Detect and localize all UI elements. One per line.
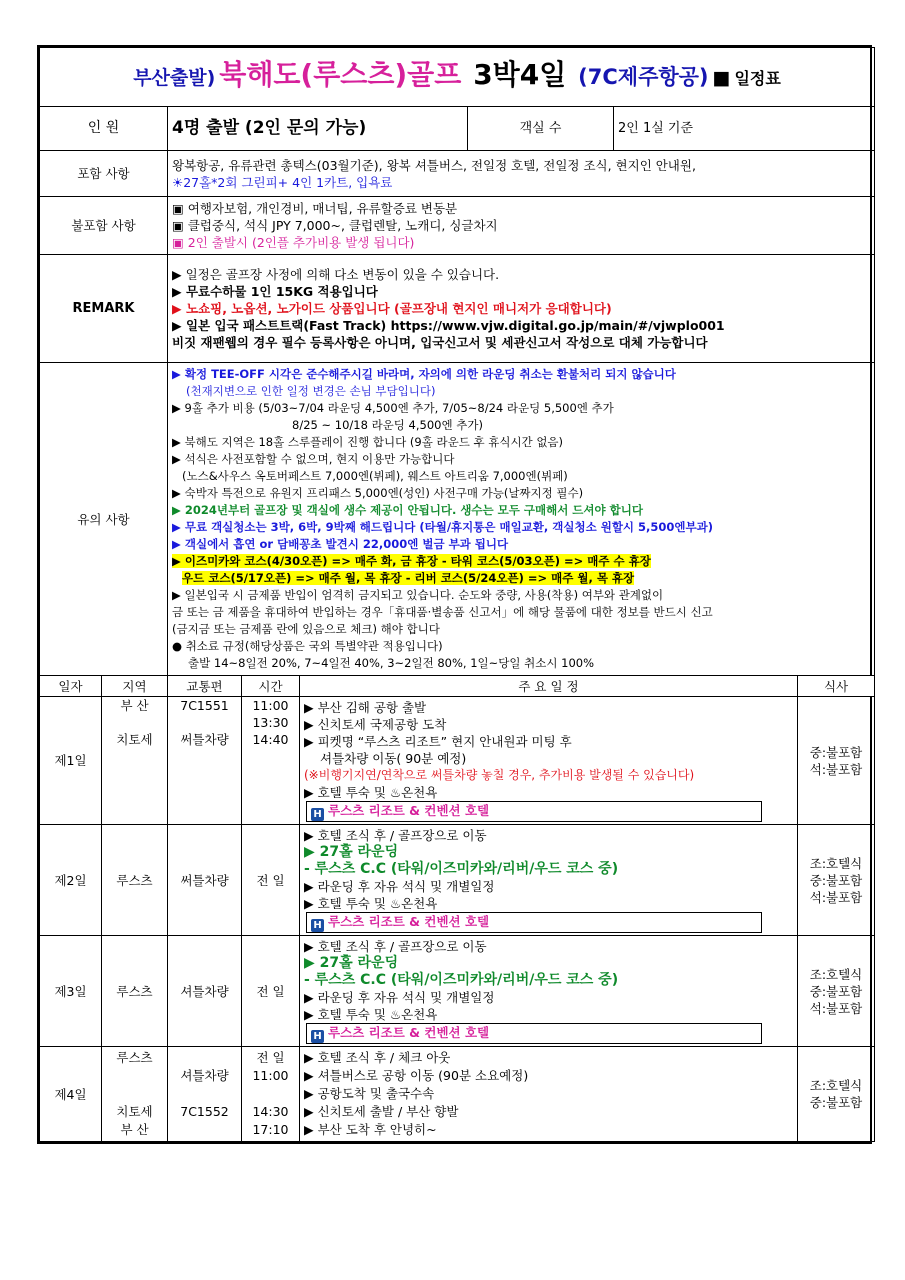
remark-line: ▶ 무료수하물 1인 15KG 적용입니다 (172, 284, 378, 299)
course-closure-highlight: 우드 코스(5/17오픈) => 매주 월, 목 휴장 - 리버 코스(5/24오픈) => 매주 월, 목 휴장 (182, 571, 635, 585)
schedule-item: ▶ 라운딩 후 자유 석식 및 개별일정 (304, 879, 495, 894)
exclude-line: ▣ 여행자보험, 개인경비, 매너팁, 유류할증료 변동분 (172, 201, 458, 216)
schedule-item: ▶ 호텔 투숙 및 ♨온천욕 (304, 1007, 438, 1022)
remark-line: 비짓 재팬웹의 경우 필수 등록사항은 아니며, 입국신고서 및 세관신고서 작성으로 대체 가능합니다 (172, 335, 708, 350)
day2-meals (798, 825, 875, 936)
day1-time (242, 697, 300, 825)
day3-meals (798, 936, 875, 1047)
notice-line: ▶ 2024년부터 골프장 및 객실에 생수 제공이 안됩니다. 생수는 모두 구매해서 드셔야 합니다 (172, 503, 643, 517)
region-text: 부 산 (120, 1122, 149, 1137)
hotel-box (306, 912, 762, 933)
hotel-box (306, 801, 762, 822)
notice-line: 금 또는 금 제품을 휴대하여 반입하는 경우「휴대품·별송품 신고서」에 해당 물품에 대한 정보를 반드시 신고 (172, 605, 713, 619)
time-text: 전 일 (256, 1050, 285, 1065)
notice-line: ▶ 확정 TEE-OFF 시각은 준수해주시길 바라며, 자의에 의한 라운딩 취소는 환불처리 되지 않습니다 (172, 367, 676, 381)
title-airline: (7C제주항공) (578, 65, 709, 89)
people-value: 4명 출발 (2인 문의 가능) (168, 107, 468, 151)
day4-region (102, 1047, 168, 1142)
meal-text: 석:불포함 (809, 761, 863, 777)
day4-time (242, 1047, 300, 1142)
hotel-name: 루스츠 리조트 & 컨벤션 호텔 (328, 914, 490, 929)
time-text: 11:00 (252, 1068, 289, 1083)
schedule-item: ▶ 호텔 조식 후 / 골프장으로 이동 (304, 828, 487, 843)
meal-text: 조:호텔식 (809, 1078, 863, 1093)
title-row (40, 48, 875, 107)
time-text: 13:30 (252, 715, 289, 730)
day3-region: 루스츠 (102, 936, 168, 1047)
day2-region: 루스츠 (102, 825, 168, 936)
title-main: 북해도(루스츠)골프 (219, 58, 462, 91)
meal-text: 중:불포함 (809, 872, 863, 888)
day3-items (300, 936, 798, 1047)
day4-label: 제4일 (40, 1047, 102, 1142)
remark-line: ▶ 일정은 골프장 사정에 의해 다소 변동이 있을 수 있습니다. (172, 267, 500, 282)
meal-text: 중:불포함 (809, 744, 863, 760)
notice-label: 유의 사항 (40, 363, 168, 676)
day4-row (40, 1047, 875, 1142)
time-text: 14:30 (252, 1104, 289, 1119)
transport-text: 셔틀차량 (180, 1068, 229, 1083)
day3-row (40, 936, 875, 1047)
day1-row (40, 697, 875, 825)
header-schedule: 주 요 일 정 (300, 676, 798, 697)
remark-line: ▶ 일본 입국 패스트트랙(Fast Track) https://www.vjw.digital.go.jp/main/#/vjwplo001 (172, 318, 725, 333)
hotel-icon: H (311, 1030, 324, 1043)
schedule-item: ▶ 피켓명 “루스츠 리조트” 현지 안내원과 미팅 후 (304, 734, 572, 749)
schedule-item: ▶ 셔틀버스로 공항 이동 (90분 소요예정) (304, 1068, 529, 1083)
time-text: 11:00 (252, 698, 289, 713)
region-text: 치토세 (116, 1104, 153, 1119)
course-closure-highlight: ▶ 이즈미카와 코스(4/30오픈) => 매주 화, 금 휴장 - 타워 코스(5/03오픈) => 매주 수 휴장 (172, 554, 651, 568)
schedule-item: - 루스츠 C.C (타워/이즈미카와/리버/우드 코스 중) (304, 861, 619, 877)
day2-items (300, 825, 798, 936)
schedule-item: ▶ 호텔 투숙 및 ♨온천욕 (304, 785, 438, 800)
meal-text: 조:호텔식 (809, 966, 863, 982)
day1-label: 제1일 (40, 697, 102, 825)
schedule-item: ▶ 27홀 라운딩 (304, 955, 399, 971)
meal-text: 조:호텔식 (809, 855, 863, 871)
meal-text: 중:불포함 (809, 1095, 863, 1110)
notice-line: ● 취소료 규정(해당상품은 국외 특별약관 적용입니다) (172, 639, 443, 653)
exclude-row (40, 197, 875, 255)
notice-line: 출발 14~8일전 20%, 7~4일전 40%, 3~2일전 80%, 1일~당일 취소시 100% (188, 656, 595, 670)
notice-line: (노스&사우스 옥토버페스트 7,000엔(뷔페), 웨스트 아트리움 7,000엔(뷔페) (182, 469, 568, 483)
day1-items (300, 697, 798, 825)
notice-line: (금지금 또는 금제품 란에 있음으로 체크) 해야 합니다 (172, 622, 440, 636)
notice-line: ▶ 석식은 사전포함할 수 없으며, 현지 이용만 가능합니다 (172, 452, 455, 466)
day1-transport (168, 697, 242, 825)
remark-content (168, 255, 875, 363)
schedule-header-row (40, 676, 875, 697)
header-day: 일자 (40, 676, 102, 697)
schedule-item: - 루스츠 C.C (타워/이즈미카와/리버/우드 코스 중) (304, 972, 619, 988)
day4-meals (798, 1047, 875, 1142)
notice-line (172, 570, 870, 587)
hotel-icon: H (311, 919, 324, 932)
notice-row (40, 363, 875, 676)
title-label: 일정표 (734, 69, 781, 88)
remark-label: REMARK (40, 255, 168, 363)
schedule-item: ▶ 호텔 조식 후 / 골프장으로 이동 (304, 939, 487, 954)
region-text: 치토세 (116, 732, 153, 747)
meal-text: 석:불포함 (809, 1000, 863, 1016)
remark-line: ▶ 노쇼핑, 노옵션, 노가이드 상품입니다 (골프장내 현지인 매니저가 응대합니다) (172, 301, 612, 316)
remark-row (40, 255, 875, 363)
notice-line: ▶ 숙박자 특전으로 유원지 프리패스 5,000엔(성인) 사전구매 가능(날짜지정 필수) (172, 486, 584, 500)
schedule-item: ▶ 라운딩 후 자유 석식 및 개별일정 (304, 990, 495, 1005)
itinerary-sheet (37, 45, 872, 1144)
time-text: 17:10 (252, 1122, 289, 1137)
exclude-line: ▣ 클럽중식, 석식 JPY 7,000~, 클럽렌탈, 노캐디, 싱글차지 (172, 218, 498, 233)
schedule-item: (※비행기지연/연착으로 써틀차량 놓칠 경우, 추가비용 발생될 수 있습니다) (304, 768, 695, 782)
schedule-item: ▶ 신치토세 출발 / 부산 향발 (304, 1104, 459, 1119)
schedule-item: ▶ 부산 김해 공항 출발 (304, 700, 427, 715)
exclude-label: 불포함 사항 (40, 197, 168, 255)
schedule-item: ▶ 호텔 조식 후 / 체크 아웃 (304, 1050, 451, 1065)
hotel-box (306, 1023, 762, 1044)
notice-line: ▶ 북해도 지역은 18홀 스루플레이 진행 합니다 (9홀 라운드 후 휴식시간 없음) (172, 435, 564, 449)
schedule-item: ▶ 신치토세 국제공항 도착 (304, 717, 447, 732)
hotel-name: 루스츠 리조트 & 컨벤션 호텔 (328, 1025, 490, 1040)
schedule-item: 셔틀차량 이동( 90분 예정) (320, 751, 467, 766)
notice-line: ▶ 객실에서 흡연 or 담배꽁초 발견시 22,000엔 벌금 부과 됩니다 (172, 537, 509, 551)
include-line-2: ☀27홀*2회 그린피+ 4인 1카트, 입욕료 (172, 174, 393, 190)
exclude-line: ▣ 2인 출발시 (2인플 추가비용 발생 됩니다) (172, 235, 415, 250)
day1-meals (798, 697, 875, 825)
time-text: 14:40 (252, 732, 289, 747)
day2-row (40, 825, 875, 936)
notice-line: 8/25 ~ 10/18 라운딩 4,500엔 추가) (292, 418, 483, 432)
day2-transport: 써틀차량 (168, 825, 242, 936)
include-content (168, 151, 875, 197)
notice-line (172, 553, 870, 570)
schedule-item: ▶ 27홀 라운딩 (304, 844, 399, 860)
schedule-item: ▶ 공항도착 및 출국수속 (304, 1086, 435, 1101)
notice-line: ▶ 일본입국 시 금제품 반입이 엄격히 금지되고 있습니다. 순도와 중량, 사용(착용) 여부와 관계없이 (172, 588, 664, 602)
transport-text: 7C1552 (180, 1104, 229, 1119)
include-label: 포함 사항 (40, 151, 168, 197)
header-meals: 식사 (798, 676, 875, 697)
room-value: 2인 1실 기준 (614, 107, 875, 151)
notice-line: ▶ 무료 객실청소는 3박, 6박, 9박째 해드립니다 (타월/휴지통은 매일교환, 객실청소 원할시 5,500엔부과) (172, 520, 714, 534)
exclude-content (168, 197, 875, 255)
hotel-icon: H (311, 808, 324, 821)
schedule-item: ▶ 호텔 투숙 및 ♨온천욕 (304, 896, 438, 911)
day4-items (300, 1047, 798, 1142)
room-label: 객실 수 (468, 107, 614, 151)
people-row (40, 107, 875, 151)
day2-label: 제2일 (40, 825, 102, 936)
title-duration: 3박4일 (473, 58, 567, 91)
transport-text: 써틀차량 (180, 732, 229, 747)
day3-time: 전 일 (242, 936, 300, 1047)
itinerary-table (39, 47, 875, 1142)
notice-content (168, 363, 875, 676)
title-origin: 부산출발) (133, 67, 216, 89)
include-row (40, 151, 875, 197)
region-text: 부 산 (120, 698, 149, 713)
header-time: 시간 (242, 676, 300, 697)
meal-text: 석:불포함 (809, 889, 863, 905)
people-label: 인 원 (40, 107, 168, 151)
day1-region (102, 697, 168, 825)
day3-transport: 셔틀차량 (168, 936, 242, 1047)
title-square: ■ (712, 67, 731, 89)
notice-line: (천재지변으로 인한 일정 변경은 손님 부담입니다) (186, 384, 436, 398)
header-region: 지역 (102, 676, 168, 697)
schedule-item: ▶ 부산 도착 후 안녕히~ (304, 1122, 437, 1137)
transport-text: 7C1551 (180, 698, 229, 713)
day3-label: 제3일 (40, 936, 102, 1047)
meal-text: 중:불포함 (809, 983, 863, 999)
include-line-1: 왕복항공, 유류관련 총텍스(03월기준), 왕복 셔틀버스, 전일정 호텔, 전일정 조식, 현지인 안내원, (172, 157, 696, 173)
header-transport: 교통편 (168, 676, 242, 697)
region-text: 루스츠 (116, 1050, 153, 1065)
notice-line: ▶ 9홀 추가 비용 (5/03~7/04 라운딩 4,500엔 추가, 7/05~8/24 라운딩 5,500엔 추가 (172, 401, 614, 415)
hotel-name: 루스츠 리조트 & 컨벤션 호텔 (328, 803, 490, 818)
day4-transport (168, 1047, 242, 1142)
day2-time: 전 일 (242, 825, 300, 936)
